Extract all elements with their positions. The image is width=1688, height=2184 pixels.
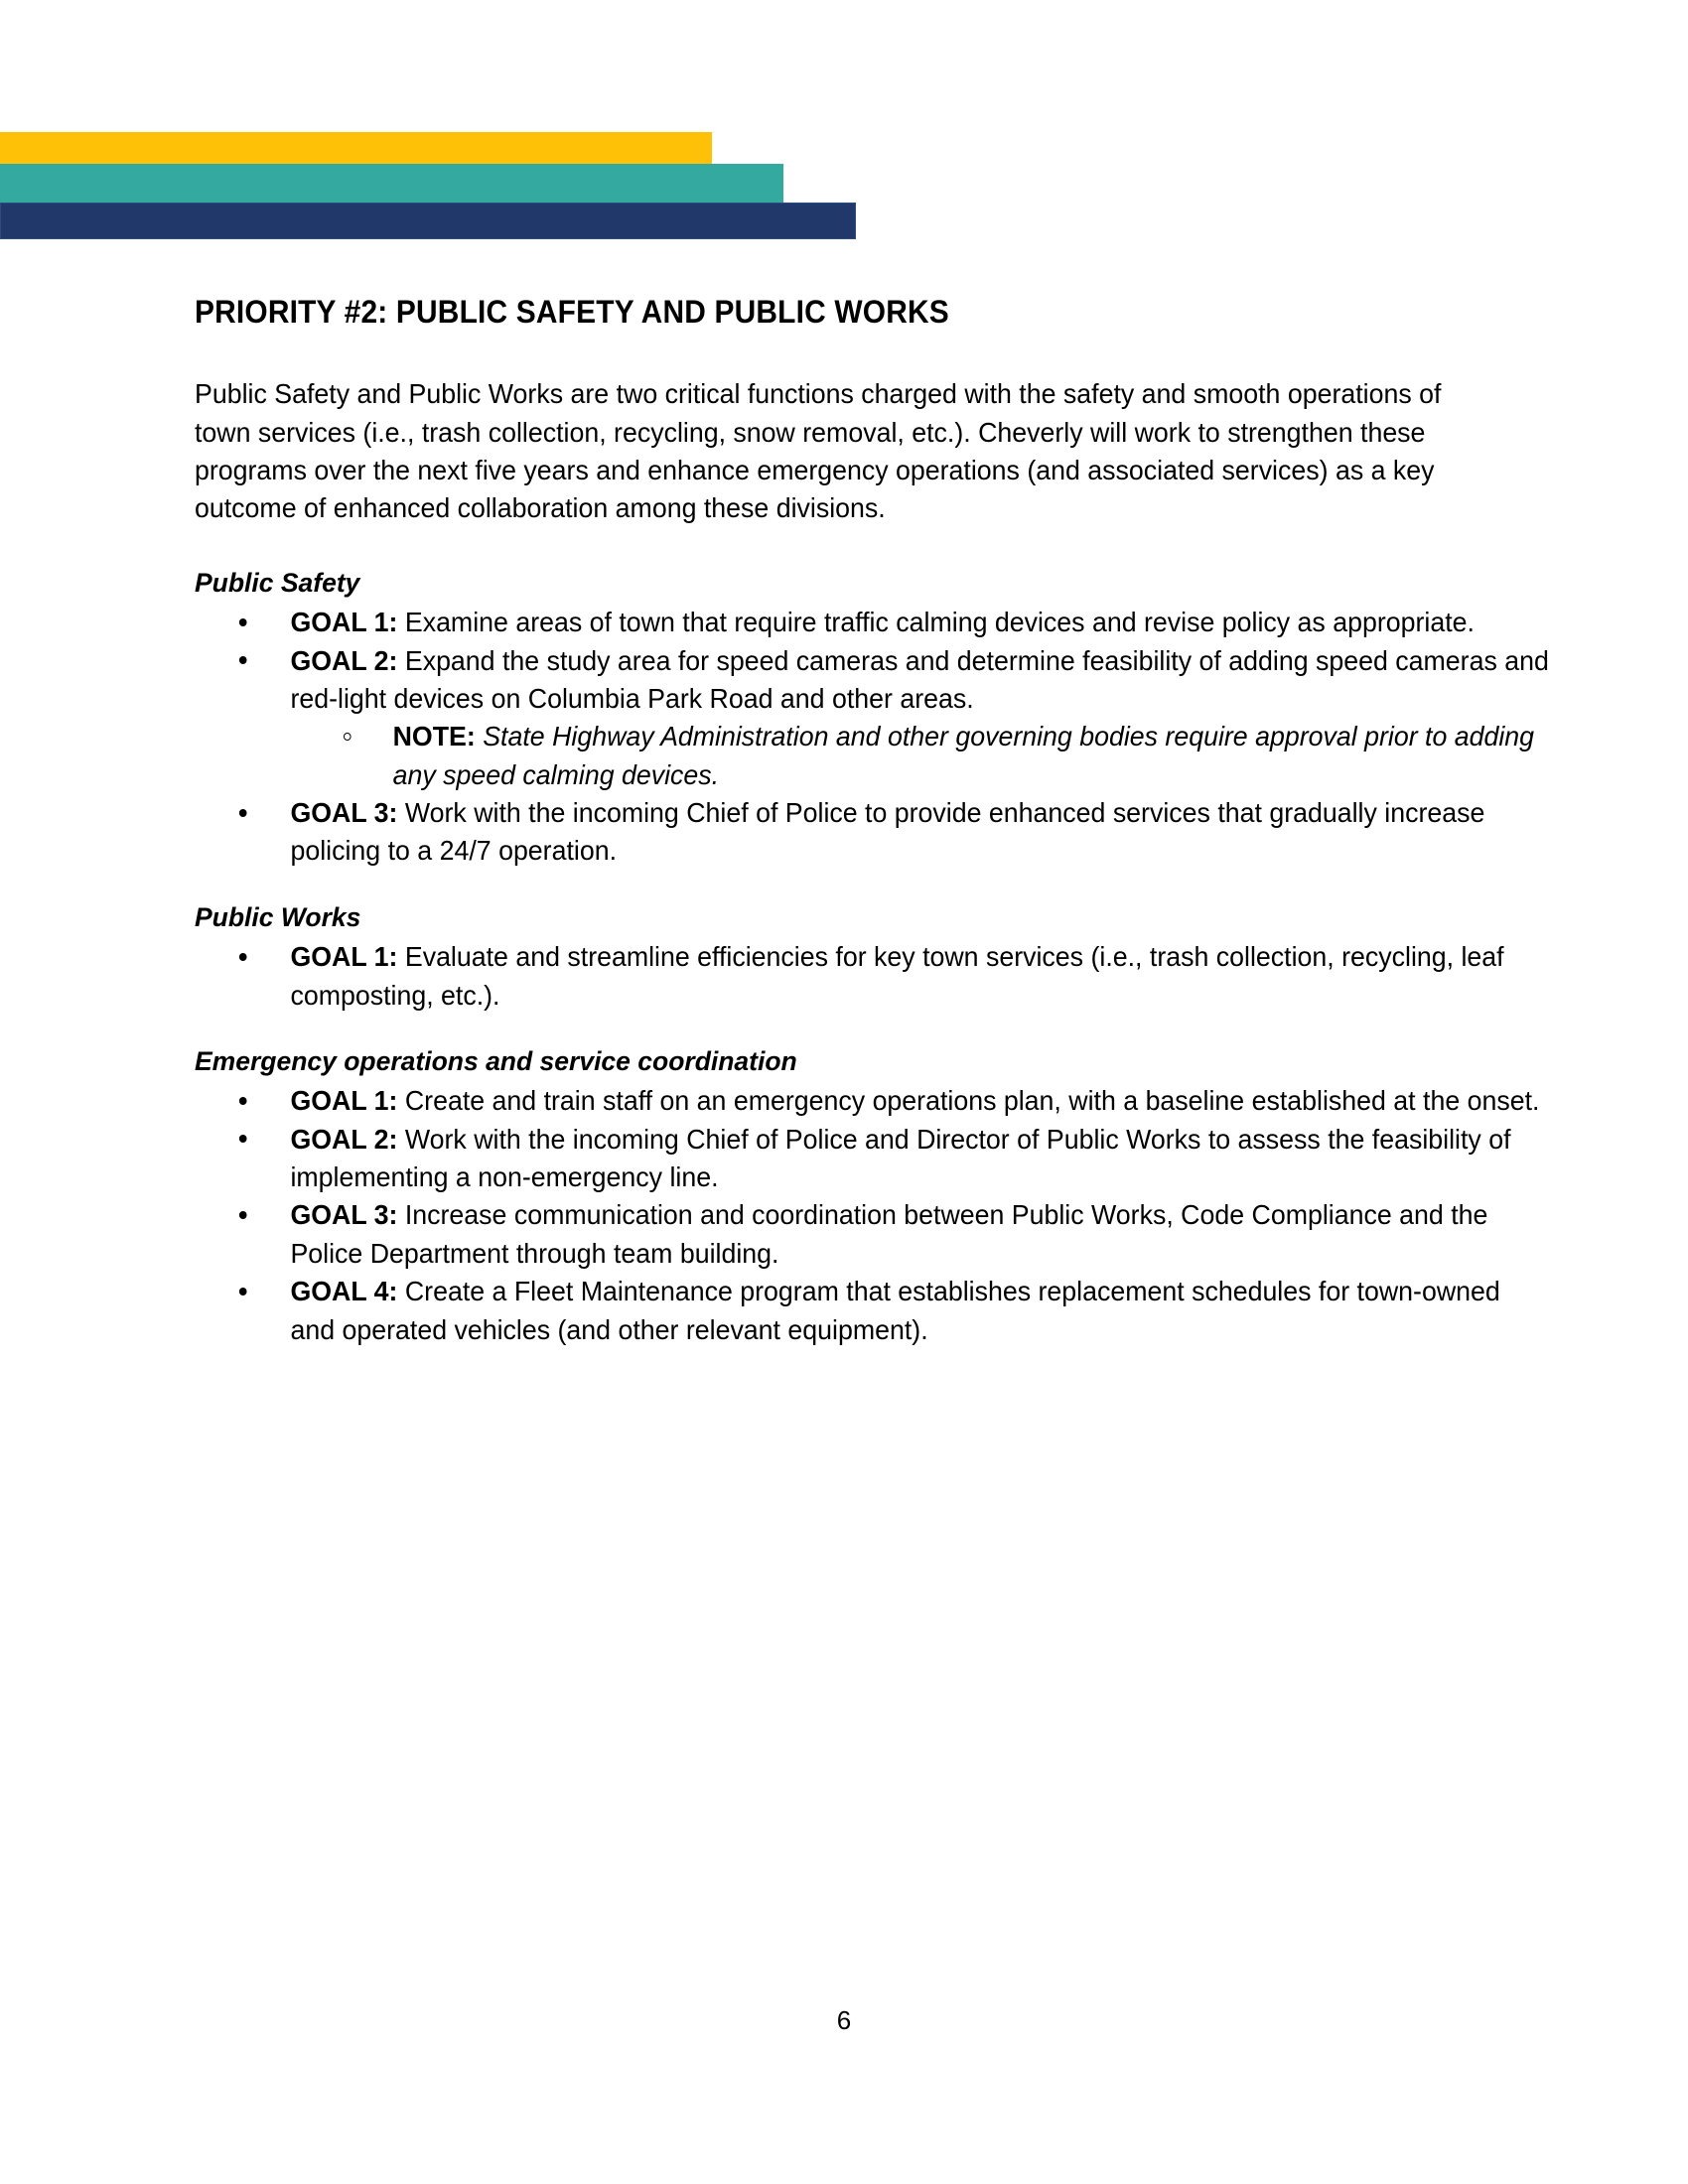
header-bar-yellow — [0, 132, 712, 164]
goal-text: Evaluate and streamline efficiencies for key town services (i.e., trash collection, recycling, leaf composting, etc.). — [290, 941, 1504, 1011]
section-heading-emergency-operations: Emergency operations and service coordination — [195, 1045, 797, 1076]
list-item — [195, 1082, 1552, 1120]
bullet-icon — [239, 656, 247, 664]
header-bar-teal — [0, 164, 783, 203]
list-item — [195, 938, 1552, 1015]
page-number: 6 — [836, 2005, 852, 2035]
goal-label: GOAL 4: — [290, 1276, 398, 1307]
note-text: State Highway Administration and other governing bodies require approval prior to adding any speed calming devices. — [392, 721, 1535, 790]
note-label: NOTE: — [392, 721, 476, 752]
goal-text: Create and train staff on an emergency operations plan, with a baseline established at the onset. — [397, 1085, 1540, 1117]
bullet-icon — [239, 953, 247, 961]
goal-label: GOAL 3: — [290, 1199, 398, 1231]
goal-label: GOAL 1: — [290, 607, 398, 638]
goal-text: Work with the incoming Chief of Police and Director of Public Works to assess the feasibility of implementing a non-emergency line. — [290, 1123, 1511, 1193]
list-item — [195, 604, 1552, 641]
goal-text: Expand the study area for speed cameras and determine feasibility of adding speed cameras and red-light devices on Columbia Park Road and other areas. — [290, 644, 1549, 714]
bullet-icon — [239, 1288, 247, 1296]
bullet-icon — [239, 618, 247, 626]
goal-list-public-works — [195, 938, 1504, 1015]
section-heading-public-works: Public Works — [195, 901, 361, 932]
list-item — [195, 1121, 1552, 1197]
goal-text: Create a Fleet Maintenance program that establishes replacement schedules for town-owned and operated vehicles (and other relevant equipment). — [290, 1276, 1500, 1345]
goal-text: Increase communication and coordination between Public Works, Code Compliance and the Police Department through team building. — [290, 1199, 1488, 1269]
goal-list-public-safety — [195, 604, 1549, 871]
goal-text: Work with the incoming Chief of Police to provide enhanced services that gradually increase policing to a 24/7 operation. — [290, 797, 1485, 867]
goal-label: GOAL 1: — [290, 941, 398, 973]
list-item — [195, 642, 1552, 794]
subgoal-list — [290, 718, 1551, 794]
intro-paragraph: Public Safety and Public Works are two critical functions charged with the safety and smooth operations of town services (i.e., trash collection, recycling, snow removal, etc.). Cheverly will work to strengthen these programs over the next five years and enhance emergency operations (and associated services) as a key outcome of enhanced collaboration among these divisions. — [195, 378, 1442, 524]
goal-label: GOAL 2: — [290, 644, 398, 676]
document-body — [195, 294, 1549, 1349]
list-item — [195, 1196, 1552, 1273]
section-heading-public-safety: Public Safety — [195, 567, 360, 598]
goal-list-emergency-operations — [195, 1082, 1540, 1349]
list-item — [195, 794, 1552, 871]
bullet-icon — [239, 1135, 247, 1143]
hollow-bullet-icon — [344, 733, 352, 741]
goal-label: GOAL 2: — [290, 1123, 398, 1155]
bullet-icon — [239, 1211, 247, 1219]
bullet-icon — [239, 1097, 247, 1105]
list-item — [195, 1273, 1552, 1349]
goal-label: GOAL 1: — [290, 1085, 398, 1117]
bullet-icon — [239, 809, 247, 817]
goal-text: Examine areas of town that require traffic calming devices and revise policy as appropriate. — [397, 607, 1475, 638]
goal-label: GOAL 3: — [290, 797, 398, 829]
header-bar-navy — [0, 203, 856, 239]
list-item — [290, 718, 1551, 794]
page-title: PRIORITY #2: PUBLIC SAFETY AND PUBLIC WORKS — [195, 294, 949, 330]
